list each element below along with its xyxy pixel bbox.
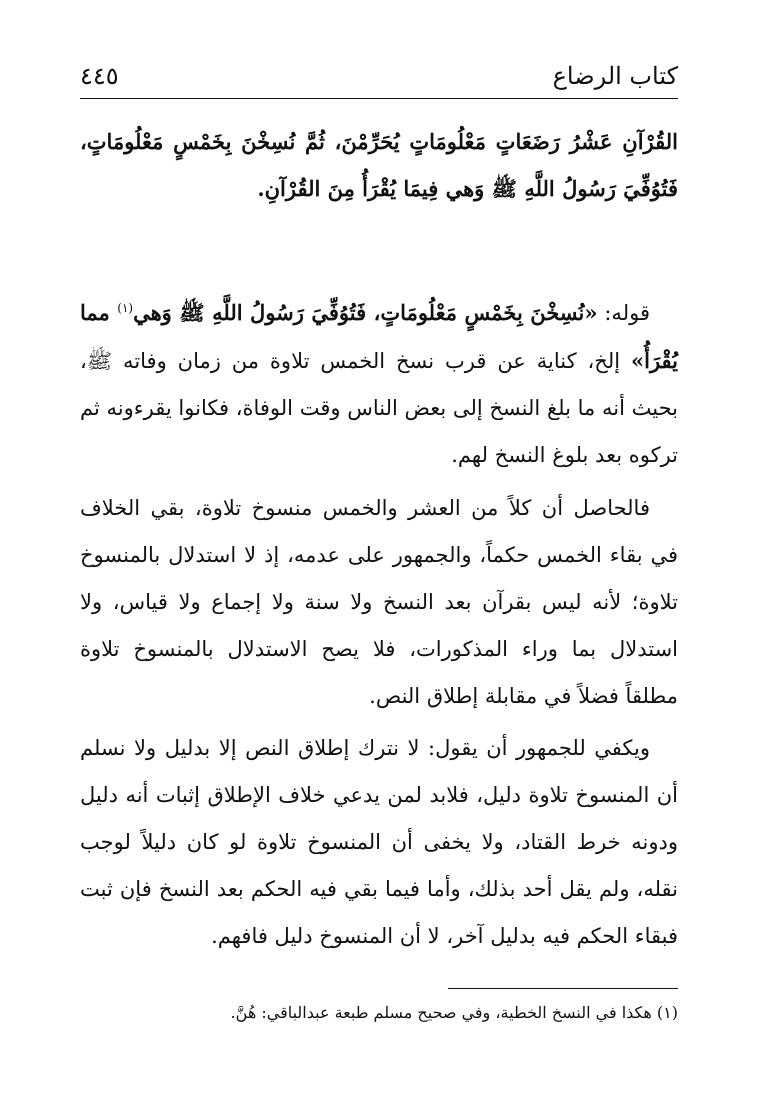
quoted-phrase-end: مما يُقْرَأُ»	[80, 300, 678, 373]
quoted-phrase: «نُسِخْنَ بِخَمْسٍ مَعْلُومَاتٍ، فَتُوُفِّيَ رَسُولُ اللَّهِ ﷺ وَهي	[133, 300, 598, 325]
commentary-paragraph-3: ويكفي للجمهور أن يقول: لا نترك إطلاق النص إلا بدليل ولا نسلم أن المنسوخ تلاوة دليل، فلابد لمن يدعي خلاف الإطلاق إثبات أنه دليل ودونه خرط القتاد، ولا يخفى أن المنسوخ تلاوة لو كان دليلاً لوجب نقله، ولم يقل أحد بذلك، وأما فيما بقي فيه الحكم بعد النسخ فإن ثبت فبقاء الحكم فيه بدليل آخر، لا أن المنسوخ دليل فافهم.	[80, 736, 678, 948]
paragraph-rest: إلخ، كناية عن قرب نسخ الخمس تلاوة من زمان وفاته ﷺ، بحيث أنه ما بلغ النسخ إلى بعض الناس وقت الوفاة، فكانوا يقرءونه ثم تركوه بعد بلوغ النسخ لهم.	[80, 349, 678, 467]
paragraph-lead: قوله:	[597, 301, 650, 325]
footnote-marker[interactable]: (١)	[117, 301, 134, 315]
chapter-title: كتاب الرضاع	[552, 62, 678, 90]
header-divider	[80, 98, 678, 99]
hadith-quote-text: القُرْآنِ عَشْرُ رَضَعَاتٍ مَعْلُومَاتٍ يُحَرِّمْنَ، ثُمَّ نُسِخْنَ بِخَمْسٍ مَعْلُومَاتٍ، فَتُوُفِّيَ رَسُولُ اللَّهِ ﷺ وَهي فِيمَا يُقْرَأُ مِنَ القُرْآنِ.	[80, 129, 678, 201]
page-number: ٤٤٥	[80, 62, 119, 90]
commentary-paragraph-1	[80, 285, 678, 479]
footnote-text: (١) هكذا في النسخ الخطية، وفي صحيح مسلم طبعة عبدالباقي: هُنَّ.	[230, 1003, 678, 1022]
page-header	[80, 58, 678, 98]
footnote-divider	[448, 988, 678, 989]
commentary-paragraph-2: فالحاصل أن كلاً من العشر والخمس منسوخ تلاوة، بقي الخلاف في بقاء الخمس حكماً، والجمهور على عدمه، إذ لا استدلال بالمنسوخ تلاوة؛ لأنه ليس بقرآن بعد النسخ ولا سنة ولا إجماع ولا قياس، ولا استدلال بما وراء المذكورات، فلا يصح الاستدلال بالمنسوخ تلاوة مطلقاً فضلاً في مقابلة إطلاق النص.	[80, 496, 678, 708]
